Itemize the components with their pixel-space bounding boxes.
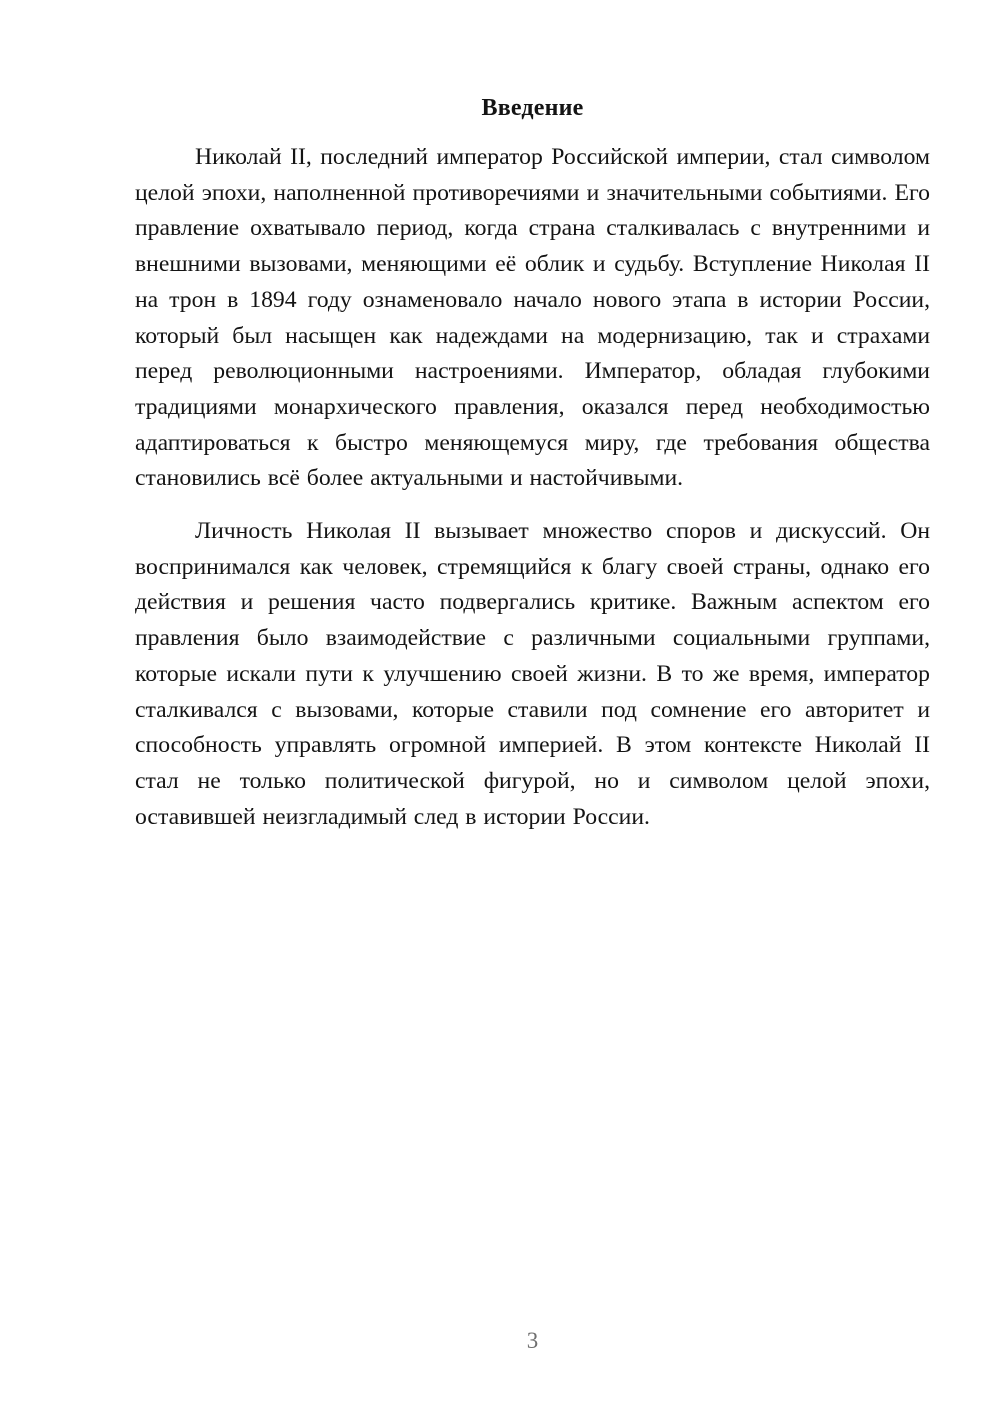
page-content bbox=[135, 90, 930, 835]
page-number: 3 bbox=[526, 1328, 539, 1353]
paragraph-2: Личность Николая II вызывает множество споров и дискуссий. Он воспринимался как человек, стремящийся к благу своей страны, однако его действия и решения часто подвергались критике. Важным аспектом его правления было взаимодействие с различными социальными группами, которые искали пути к улучшению своей жизни. В то же время, император сталкивался с вызовами, которые ставили под сомнение его авторитет и способность управлять огромной империей. В этом контексте Николай II стал не только политической фигурой, но и символом целой эпохи, оставившей неизгладимый след в истории России. bbox=[135, 518, 930, 830]
section-heading: Введение bbox=[481, 95, 584, 121]
paragraph-1: Николай II, последний император Российской империи, стал символом целой эпохи, наполненной противоречиями и значительными событиями. Его правление охватывало период, когда страна сталкивалась с внутренними и внешними вызовами, меняющими её облик и судьбу. Вступление Николая II на трон в 1894 году ознаменовало начало нового этапа в истории России, который был насыщен как надеждами на модернизацию, так и страхами перед революционными настроениями. Император, обладая глубокими традициями монархического правления, оказался перед необходимостью адаптироваться к быстро меняющемуся миру, где требования общества становились всё более актуальными и настойчивыми. bbox=[135, 144, 930, 492]
